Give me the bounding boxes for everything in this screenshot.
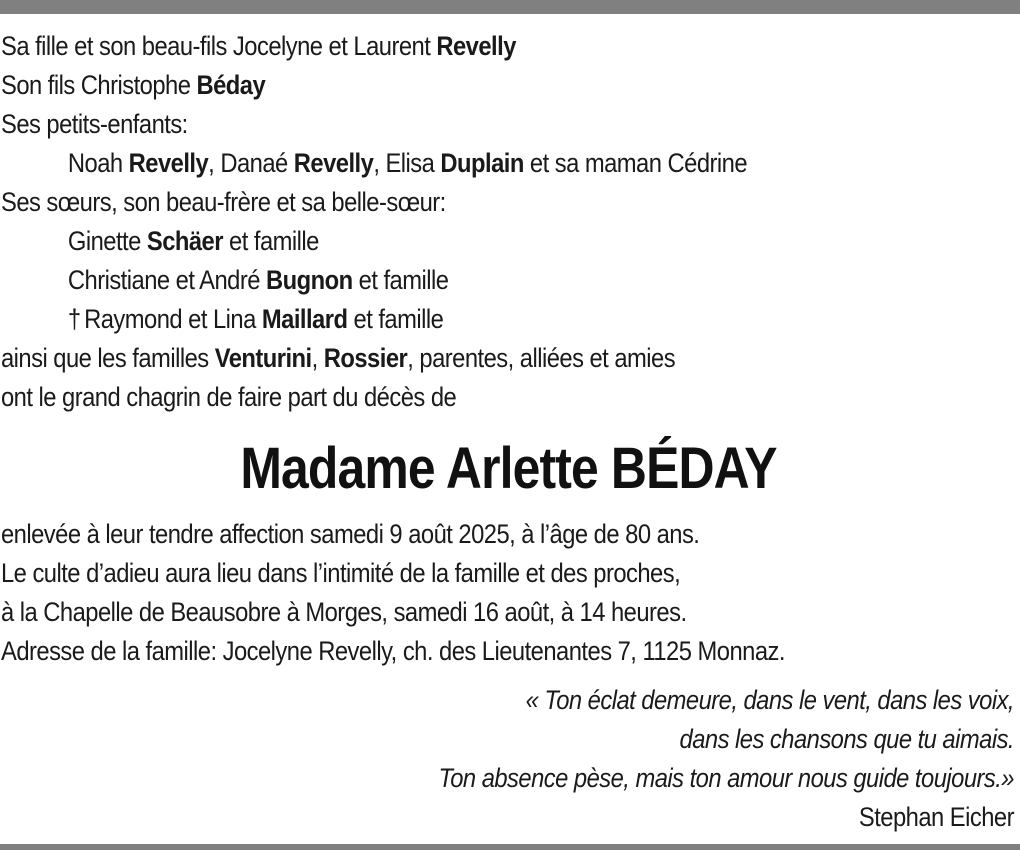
grandchildren-list: Noah Revelly, Danaé Revelly, Elisa Duplain et sa maman Cédrine [67,148,748,178]
sibling-line-maillard: † Raymond et Lina Maillard et famille [1,300,894,339]
quote-line: « Ton éclat demeure, dans le vent, dans les voix, [525,685,1014,715]
deceased-cross-icon: † [67,304,81,334]
memorial-quote [1,681,1016,837]
siblings-heading: Ses sœurs, son beau-frère et sa belle-sœur: [1,187,446,217]
family-name: Rossier [323,343,408,373]
sibling-line-schaer: Ginette Schäer et famille [67,226,319,256]
family-name: Maillard [261,304,348,334]
quote-line: dans les chansons que tu aimais. [679,724,1014,754]
family-line-son: Son fils Christophe Béday [1,70,266,100]
obituary-notice [1,27,1016,837]
family-name: Duplain [440,148,524,178]
quote-author: Stephan Eicher [858,802,1014,832]
family-line-daughter: Sa fille et son beau-fils Jocelyne et Laurent Revelly [1,31,516,61]
deceased-name: Madame Arlette BÉDAY [240,436,777,501]
family-name: Revelly [293,148,374,178]
announcement-line: ont le grand chagrin de faire part du décès de [1,382,457,412]
family-name: Bugnon [266,265,353,295]
family-name: Venturini [214,343,312,373]
extended-family-line: ainsi que les familles Venturini, Rossier, parentes, alliées et amies [1,343,676,373]
detail-line: Adresse de la famille: Jocelyne Revelly, ch. des Lieutenantes 7, 1125 Monnaz. [1,636,785,666]
family-name: Béday [196,70,266,100]
grandchildren-heading: Ses petits-enfants: [1,109,188,139]
top-border-rule [0,0,1020,14]
family-name: Revelly [128,148,209,178]
quote-line: Ton absence pèse, mais ton amour nous guide toujours.» [438,763,1015,793]
sibling-line-bugnon: Christiane et André Bugnon et famille [67,265,449,295]
detail-line: à la Chapelle de Beausobre à Morges, samedi 16 août, à 14 heures. [1,597,687,627]
family-name: Schäer [146,226,223,256]
bottom-border-rule [0,844,1020,850]
detail-line: Le culte d’adieu aura lieu dans l’intimité de la famille et des proches, [1,558,681,588]
detail-line: enlevée à leur tendre affection samedi 9 août 2025, à l’âge de 80 ans. [1,519,700,549]
family-name: Revelly [436,31,516,61]
